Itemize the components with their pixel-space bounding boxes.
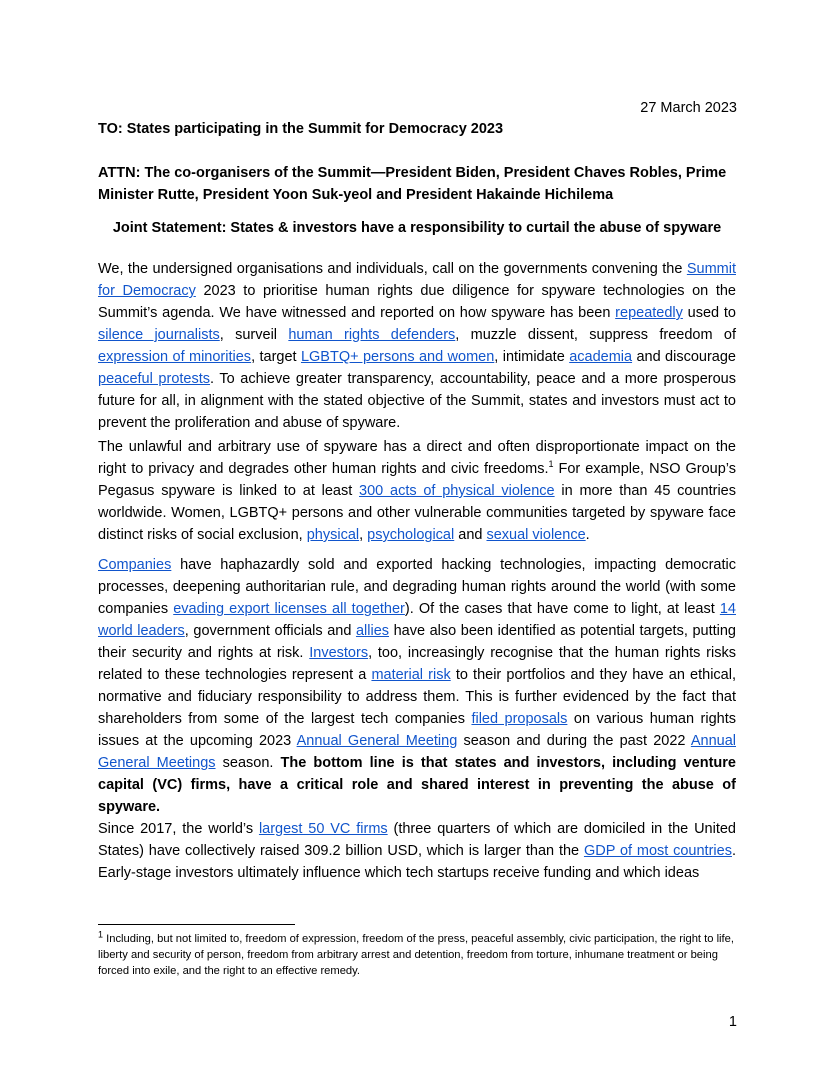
text-run: used to <box>682 305 736 321</box>
link-largest-50-vc-firms[interactable]: largest 50 VC firms <box>258 821 388 837</box>
paragraph-1 <box>98 258 736 434</box>
text-run: (three quarters of which are domiciled in the United States) have collectively raised 309.2 billion USD, which is larger than the <box>98 821 736 859</box>
letter-date: 27 March 2023 <box>640 100 737 116</box>
link-annual-general-meetings[interactable]: Annual General Meetings <box>98 733 736 771</box>
text-run: in more than 45 countries worldwide. Women, LGBTQ+ persons and other vulnerable communities targeted by spyware face distinct risks of social exclusion, <box>98 483 736 543</box>
attn-line: ATTN: The co-organisers of the Summit—President Biden, President Chaves Robles, Prime Minister Rutte, President Yoon Suk-yeol and President Hakainde Hichilema <box>98 165 727 203</box>
link-14-world-leaders[interactable]: 14 world leaders <box>98 601 736 639</box>
text-run: . Early-stage investors ultimately influence which tech startups receive funding and which ideas <box>98 843 736 881</box>
footnote-number: 1 <box>98 929 104 940</box>
link-repeatedly[interactable]: repeatedly <box>615 305 683 321</box>
link-allies[interactable]: allies <box>355 623 390 639</box>
text-run: . To achieve greater transparency, accountability, peace and a more prosperous future for all, in alignment with the stated objective of the Summit, states and investors must act to prevent the proliferation and abuse of spyware. <box>98 371 736 431</box>
link-companies[interactable]: Companies <box>98 557 172 573</box>
link-peaceful-protests[interactable]: peaceful protests <box>98 371 211 387</box>
link-physical[interactable]: physical <box>306 527 360 543</box>
link-annual-general-meeting[interactable]: Annual General Meeting <box>296 733 458 749</box>
footnote-divider <box>98 924 295 925</box>
page-number: 1 <box>728 1014 737 1030</box>
text-run: , <box>359 527 368 543</box>
text-run: on various human rights issues at the upcoming 2023 <box>98 711 736 749</box>
link-academia[interactable]: academia <box>569 349 633 365</box>
footnote-text: Including, but not limited to, freedom of expression, freedom of the press, peaceful assembly, civic participation, the right to life, liberty and security of person, freedom from arbitrary arrest and detention, freedom from torture, inhumane treatment or being forced into exile, and the right to an effective remedy. <box>98 933 734 977</box>
link-investors[interactable]: Investors <box>309 645 369 661</box>
text-run: have haphazardly sold and exported hacking technologies, impacting democratic processes, deepening authoritarian rule, and degrading human rights around the world (with some companies <box>98 557 736 617</box>
link-human-rights-defenders[interactable]: human rights defenders <box>288 327 456 343</box>
paragraph-3 <box>98 554 736 818</box>
text-run: Since 2017, the world’s <box>98 821 259 837</box>
text-run: season and during the past 2022 <box>457 733 691 749</box>
text-run: , too, increasingly recognise that the human rights risks related to these technologies represent a <box>98 645 736 683</box>
text-run: For example, NSO Group’s Pegasus spyware is linked to at least <box>98 461 736 499</box>
link-expression-of-minorities[interactable]: expression of minorities <box>98 349 252 365</box>
text-run: season. <box>215 755 281 771</box>
link-material-risk[interactable]: material risk <box>371 667 451 683</box>
footnote-ref: 1 <box>548 459 554 470</box>
text-run: and <box>454 527 487 543</box>
text-run: , target <box>251 349 301 365</box>
text-run: We, the undersigned organisations and individuals, call on the governments convening the <box>98 261 687 277</box>
bottom-line-statement: The bottom line is that states and investors, including venture capital (VC) firms, have a critical role and shared interest in preventing the abuse of spyware. <box>98 755 737 815</box>
link-summit-for-democracy[interactable]: Summit for Democracy <box>98 261 736 299</box>
paragraph-2 <box>98 436 736 546</box>
text-run: , muzzle dissent, suppress freedom of <box>455 327 736 343</box>
link-gdp-of-most-countries[interactable]: GDP of most countries <box>583 843 732 859</box>
text-run: and discourage <box>632 349 736 365</box>
text-run: 2023 to prioritise human rights due diligence for spyware technologies on the Summit’s agenda. We have witnessed and reported on how spyware has been <box>98 283 736 321</box>
text-run: , intimidate <box>494 349 570 365</box>
link-evading-export-licenses[interactable]: evading export licenses all together <box>173 601 405 617</box>
paragraph-4 <box>98 818 736 884</box>
link-lgbtq-persons-and-women[interactable]: LGBTQ+ persons and women <box>300 349 495 365</box>
text-run: . <box>585 527 590 543</box>
text-run: ). Of the cases that have come to light, at least <box>404 601 720 617</box>
link-300-acts-of-physical-violence[interactable]: 300 acts of physical violence <box>359 483 555 499</box>
text-run: The unlawful and arbitrary use of spyware has a direct and often disproportionate impact on the right to privacy and degrades other human rights and civic freedoms. <box>98 439 736 477</box>
footnote-1 <box>98 931 738 979</box>
text-run: , surveil <box>219 327 289 343</box>
text-run: have also been identified as potential targets, putting their security and rights at risk. <box>98 623 736 661</box>
statement-title: Joint Statement: States & investors have a responsibility to curtail the abuse of spyware <box>112 220 722 236</box>
link-filed-proposals[interactable]: filed proposals <box>471 711 568 727</box>
link-sexual-violence[interactable]: sexual violence <box>486 527 586 543</box>
text-run: to their portfolios and they have an ethical, normative and fiduciary responsibility to address them. This is further evidenced by the fact that shareholders from some of the largest tech companies <box>98 667 736 727</box>
link-silence-journalists[interactable]: silence journalists <box>98 327 220 343</box>
text-run: , government officials and <box>184 623 356 639</box>
link-psychological[interactable]: psychological <box>367 527 455 543</box>
to-line: TO: States participating in the Summit for Democracy 2023 <box>98 121 504 137</box>
